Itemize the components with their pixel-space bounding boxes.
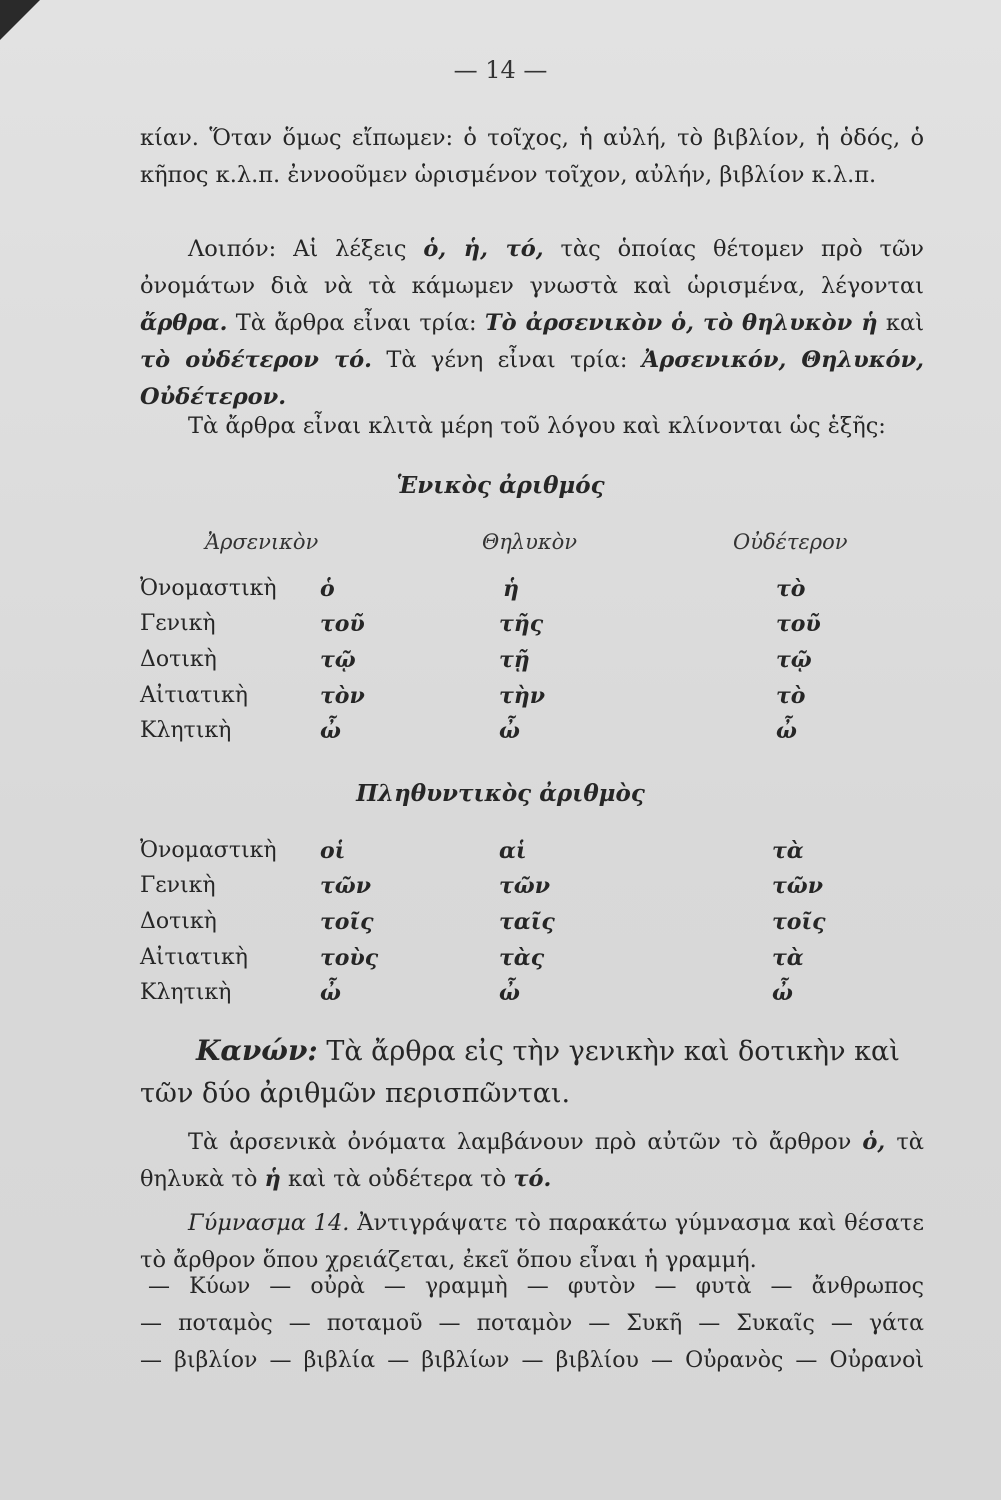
feminine-form: τὰς [499, 945, 545, 971]
case-label: Ὀνομαστικὴ [140, 838, 277, 863]
neuter-form: τοῖς [772, 909, 826, 935]
singular-heading: Ἑνικὸς ἀριθμός [396, 472, 605, 499]
case-label: Κλητικὴ [140, 718, 232, 743]
term-arthra: ἄρθρα. [140, 310, 228, 336]
neuter-form: τὰ [772, 945, 804, 971]
note-text-a: Τὰ ἀρσενικὰ ὀνόματα λαμβάνουν πρὸ αὐτῶν τὸ ἄρθρον [188, 1129, 863, 1155]
masc-fem-articles: Τὸ ἀρσενικὸν ὁ, τὸ θηλυκὸν ἡ [484, 310, 878, 336]
neuter-form: τὸ [776, 683, 806, 709]
neuter-article: τὸ οὐδέτερον τό. [140, 347, 372, 373]
exercise-line-2: — ποταμὸς — ποταμοῦ — ποταμὸν — Συκῆ — Συκαῖς — γάτα [140, 1311, 924, 1336]
note-text-e: καὶ τὰ οὐδέτερα τὸ [280, 1166, 514, 1192]
neuter-form: τῶν [772, 873, 824, 899]
page-number: — 14 — [453, 56, 548, 84]
masculine-form: οἱ [320, 838, 346, 864]
declension-intro-text: Τὰ ἄρθρα εἶναι κλιτὰ μέρη τοῦ λόγου καὶ κλίνονται ὡς ἑξῆς: [188, 413, 886, 439]
case-label: Δοτικὴ [140, 909, 217, 934]
feminine-form: ὦ [499, 980, 520, 1006]
masculine-form: ὦ [320, 980, 341, 1006]
column-head-masculine: Ἀρσενικὸν [205, 530, 319, 554]
neuter-form: ὦ [776, 718, 797, 744]
paragraph-1-text: κίαν. Ὅταν ὅμως εἴπωμεν: ὁ τοῖχος, ἡ αὐλή, τὸ βιβλίον, ἡ ὁδός, ὁ κῆπος κ.λ.π. ἐννοοῦμεν ὡρισμένον τοῖχον, αὐλήν, βιβλίον κ.λ.π. [140, 125, 924, 188]
feminine-form: ἡ [503, 576, 519, 602]
case-label: Αἰτιατικὴ [140, 945, 248, 970]
case-label: Αἰτιατικὴ [140, 683, 248, 708]
masculine-form: τῷ [320, 647, 356, 673]
neuter-form: τὸ [776, 576, 806, 602]
note-text-c: τὰ θηλυκὰ τὸ [140, 1129, 924, 1192]
exercise-label: Γύμνασμα 14. [188, 1210, 350, 1236]
case-label: Δοτικὴ [140, 647, 217, 672]
masculine-form: τοῦ [320, 611, 365, 637]
column-head-feminine: Θηλυκὸν [482, 530, 578, 554]
feminine-form: αἱ [499, 838, 527, 864]
masculine-form: ὁ [320, 576, 335, 602]
case-label: Κλητικὴ [140, 980, 232, 1005]
paragraph-declension-intro [140, 408, 924, 445]
definition-text-e: Τὰ ἄρθρα εἶναι τρία: [227, 310, 485, 336]
note-article-masc: ὁ, [862, 1129, 886, 1155]
paragraph-continuation [140, 120, 924, 194]
masculine-form: τοὺς [320, 945, 379, 971]
feminine-form: τῇ [499, 647, 530, 673]
exercise-line-3: — βιβλίον — βιβλία — βιβλίων — βιβλίου — Οὐρανὸς — Οὐρανοὶ [140, 1348, 924, 1373]
paragraph-definition [140, 231, 924, 416]
case-label: Ὀνομαστικὴ [140, 576, 277, 601]
neuter-form: τὰ [772, 838, 804, 864]
case-label: Γενικὴ [140, 873, 216, 898]
grammar-rule [140, 1030, 930, 1115]
feminine-form: τὴν [499, 683, 546, 709]
column-head-neuter: Οὐδέτερον [733, 530, 848, 554]
definition-text-a: Λοιπόν: Αἱ λέξεις [188, 236, 424, 262]
definition-text-i: Τὰ γένη εἶναι τρία: [371, 347, 642, 373]
exercise-text: Ἀντιγράψατε τὸ παρακάτω γύμνασμα καὶ θέσατε τὸ ἄρθρον ὅπου χρειάζεται, ἐκεῖ ὅπου εἶναι ἡ γραμμή. [140, 1210, 924, 1273]
neuter-form: ὦ [772, 980, 793, 1006]
plural-heading: Πληθυντικὸς ἀριθμὸς [356, 780, 645, 807]
neuter-form: τῷ [776, 647, 812, 673]
rule-text: Τὰ ἄρθρα εἰς τὴν γενικὴν καὶ δοτικὴν καὶ τῶν δύο ἀριθμῶν περισπῶνται. [140, 1036, 900, 1109]
scan-corner-shadow [0, 0, 40, 40]
gender-note [140, 1124, 924, 1198]
neuter-form: τοῦ [776, 611, 821, 637]
definition-text-c: τὰς ὁποίας θέτομεν πρὸ τῶν ὀνομάτων διὰ νὰ τὰ κάμωμεν γνωστὰ καὶ ὡρισμένα, λέγονται [140, 236, 924, 299]
definition-text-g: καὶ [877, 310, 925, 336]
rule-label: Κανών: [196, 1034, 318, 1067]
case-label: Γενικὴ [140, 611, 216, 636]
articles-bold: ὁ, ἡ, τό, [423, 236, 544, 262]
feminine-form: ὦ [499, 718, 520, 744]
masculine-form: τῶν [320, 873, 372, 899]
feminine-form: ταῖς [499, 909, 555, 935]
feminine-form: τῆς [499, 611, 544, 637]
masculine-form: τοῖς [320, 909, 374, 935]
feminine-form: τῶν [499, 873, 551, 899]
genders-list: Ἀρσενικόν, Θηλυκόν, Οὐδέτερον. [140, 347, 925, 410]
note-article-fem: ἡ [264, 1166, 281, 1192]
exercise-line-1: — Κύων — οὐρὰ — γραμμὴ — φυτὸν — φυτὰ — ἄνθρωπος [148, 1274, 924, 1299]
masculine-form: ὦ [320, 718, 341, 744]
masculine-form: τὸν [320, 683, 365, 709]
note-article-neut: τό. [513, 1166, 552, 1192]
